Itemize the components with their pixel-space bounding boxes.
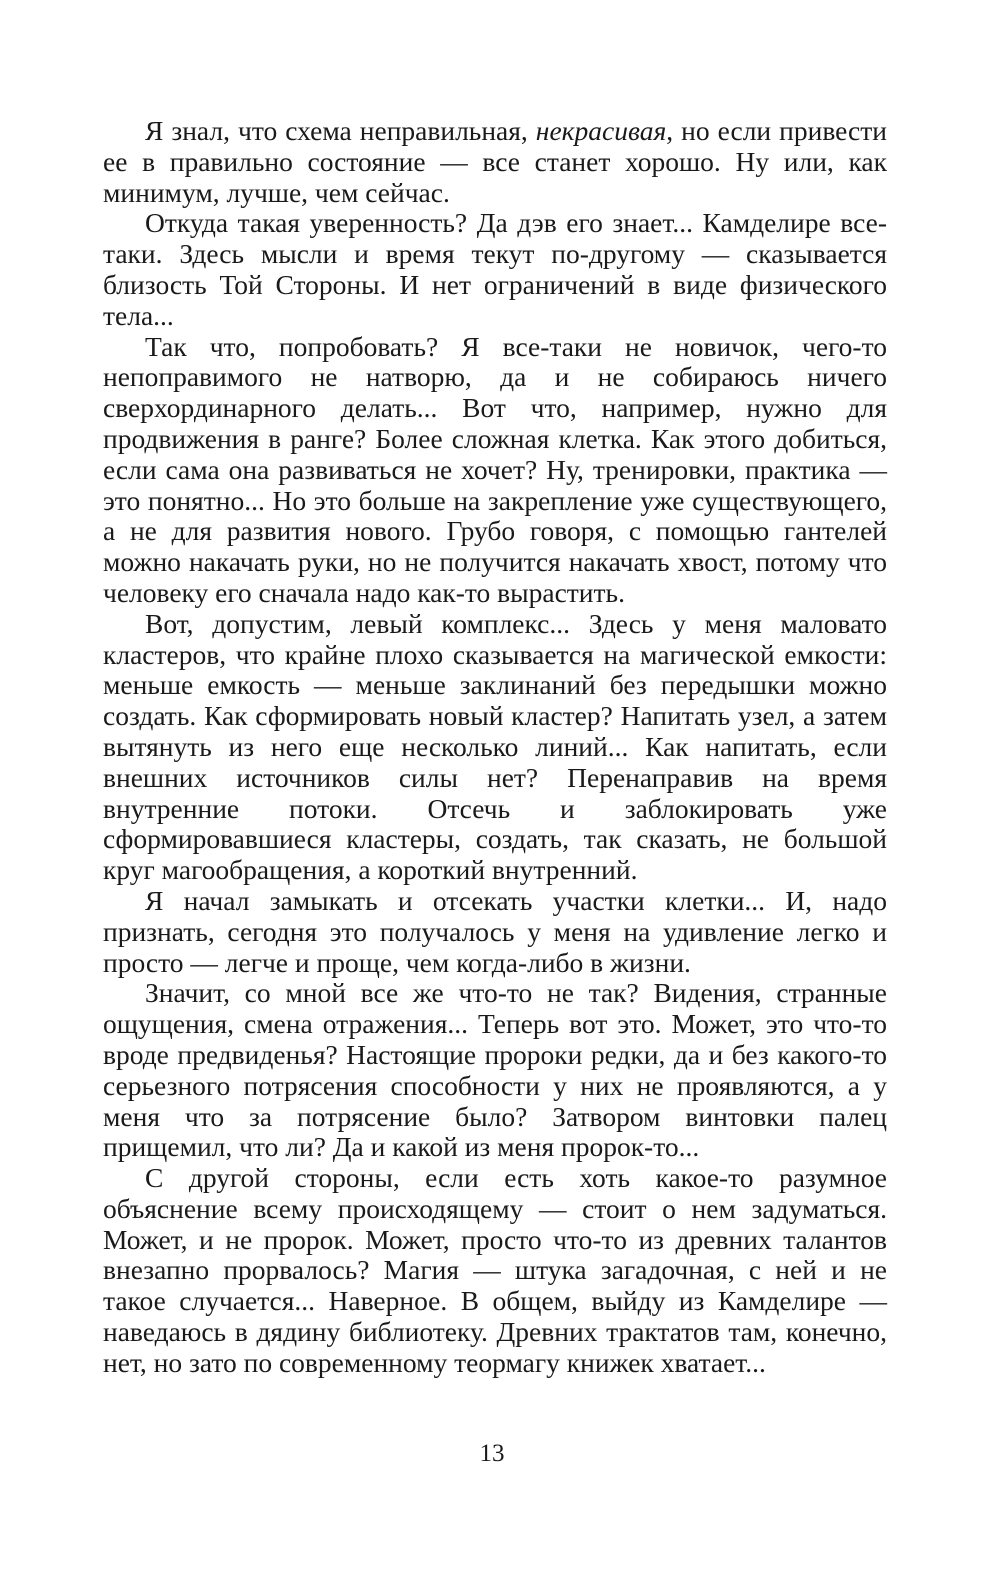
paragraph-1-end: , но если привести ее в правильно состояние — все станет хорошо. Ну или, как минимум, лучше, чем сейчас. — [103, 115, 887, 208]
paragraph-1-emphasis: некрасивая — [535, 115, 667, 146]
paragraph-1-start: Я знал, что схема неправильная, — [145, 115, 536, 146]
paragraph-2: Откуда такая уверенность? Да дэв его знает... Камделире все-таки. Здесь мысли и время текут по-другому — сказывается близость Той Стороны. И нет ограничений в виде физического тела... — [103, 207, 887, 331]
paragraph-1 — [103, 116, 887, 208]
paragraph-6: Значит, со мной все же что-то не так? Видения, странные ощущения, смена отражения... Теперь вот это. Может, это что-то вроде предвиденья? Настоящие пророки редки, да и без какого-то серьезного потрясения способности у них не проявляются, а у меня что за потрясение было? Затвором винтовки палец прищемил, что ли? Да и какой из меня пророк-то... — [103, 977, 887, 1163]
page-number: 13 — [479, 1440, 505, 1467]
paragraph-4: Вот, допустим, левый комплекс... Здесь у меня маловато кластеров, что крайне плохо сказывается на магической емкости: меньше емкость — меньше заклинаний без передышки можно создать. Как сформировать новый кластер? Напитать узел, а затем вытянуть из него еще несколько линий... Как напитать, если внешних источников силы нет? Перенаправив на время внутренние потоки. Отсечь и заблокировать уже сформировавшиеся кластеры, создать, так сказать, не большой круг магообращения, а короткий внутренний. — [103, 607, 887, 886]
paragraph-3: Так что, попробовать? Я все-таки не новичок, чего-то непоправимого не натворю, да и не собираюсь ничего сверхординарного делать... Вот что, например, нужно для продвижения в ранге? Более сложная клетка. Как этого добиться, если сама она развиваться не хочет? Ну, тренировки, практика — это понятно... Но это больше на закрепление уже существующего, а не для развития нового. Грубо говоря, с помощью гантелей можно накачать руки, но не получится накачать хвост, потому что человеку его сначала надо как-то вырастить. — [103, 330, 887, 608]
body-text — [103, 116, 887, 1379]
paragraph-7: С другой стороны, если есть хоть какое-то разумное объяснение всему происходящему — стоит о нем задуматься. Может, и не пророк. Может, просто что-то из древних талантов внезапно прорвалось? Магия — штука загадочная, с ней и не такое случается... Наверное. В общем, выйду из Камделире — наведаюсь в дядину библиотеку. Древних трактатов там, конечно, нет, но зато по современному теормагу книжек хватает... — [103, 1162, 887, 1378]
paragraph-5: Я начал замыкать и отсекать участки клетки... И, надо признать, сегодня это получалось у меня на удивление легко и просто — легче и проще, чем когда-либо в жизни. — [103, 884, 887, 978]
